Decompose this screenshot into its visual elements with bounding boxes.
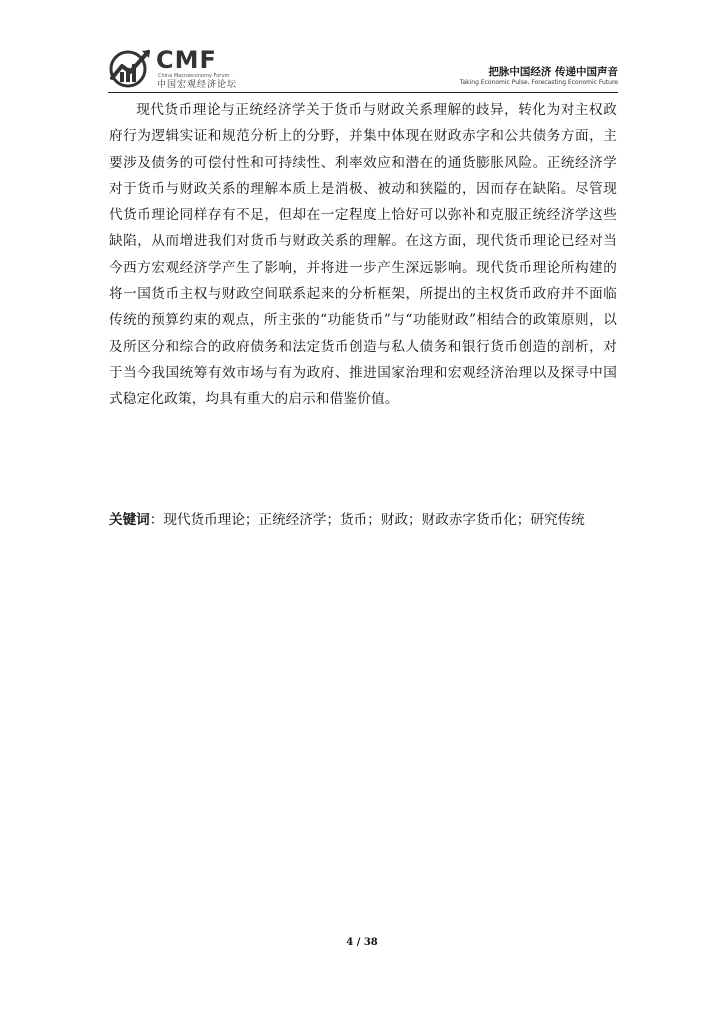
logo-wordmark: CMF [156, 46, 217, 74]
keywords-separator: ： [149, 512, 164, 528]
logo-subtitle-chinese: 中国宏观经济论坛 [157, 80, 238, 90]
page-header [108, 40, 618, 92]
header-divider [108, 92, 618, 93]
keywords-line [109, 507, 617, 533]
abstract-paragraph: 现代货币理论与正统经济学关于货币与财政关系理解的歧异，转化为对主权政府行为逻辑实证和规范分析上的分野，并集中体现在财政赤字和公共债务方面，主要涉及债务的可偿付性和可持续性、利率效应和潜在的通货膨胀风险。正统经济学对于货币与财政关系的理解本质上是消极、被动和狭隘的，因而存在缺陷。尽管现代货币理论同样存有不足，但却在一定程度上恰好可以弥补和克服正统经济学这些缺陷，从而增进我们对货币与财政关系的理解。在这方面，现代货币理论已经对当今西方宏观经济学产生了影响，并将进一步产生深远影响。现代货币理论所构建的将一国货币主权与财政空间联系起来的分析框架，所提出的主权货币政府并不面临传统的预算约束的观点，所主张的“功能货币”与“功能财政”相结合的政策原则，以及所区分和综合的政府债务和法定货币创造与私人债务和银行货币创造的剖析，对于当今我国统筹有效市场与有为政府、推进国家治理和宏观经济治理以及探寻中国式稳定化政策，均具有重大的启示和借鉴价值。 [109, 102, 617, 408]
logo-subtitle-english: China Macroeconomy Forum [158, 73, 230, 79]
slogan-chinese: 把脉中国经济 传递中国声音 [488, 66, 618, 78]
page-number: 4 / 38 [346, 937, 378, 948]
cmf-logo-icon [108, 48, 154, 88]
header-slogan [460, 66, 618, 87]
slogan-english: Taking Economic Pulse, Forecasting Economic Future [459, 79, 618, 86]
keywords-label: 关键词 [109, 512, 150, 528]
cmf-logo [108, 40, 298, 92]
keywords-text: 现代货币理论；正统经济学；货币；财政；财政赤字货币化；研究传统 [163, 512, 585, 528]
